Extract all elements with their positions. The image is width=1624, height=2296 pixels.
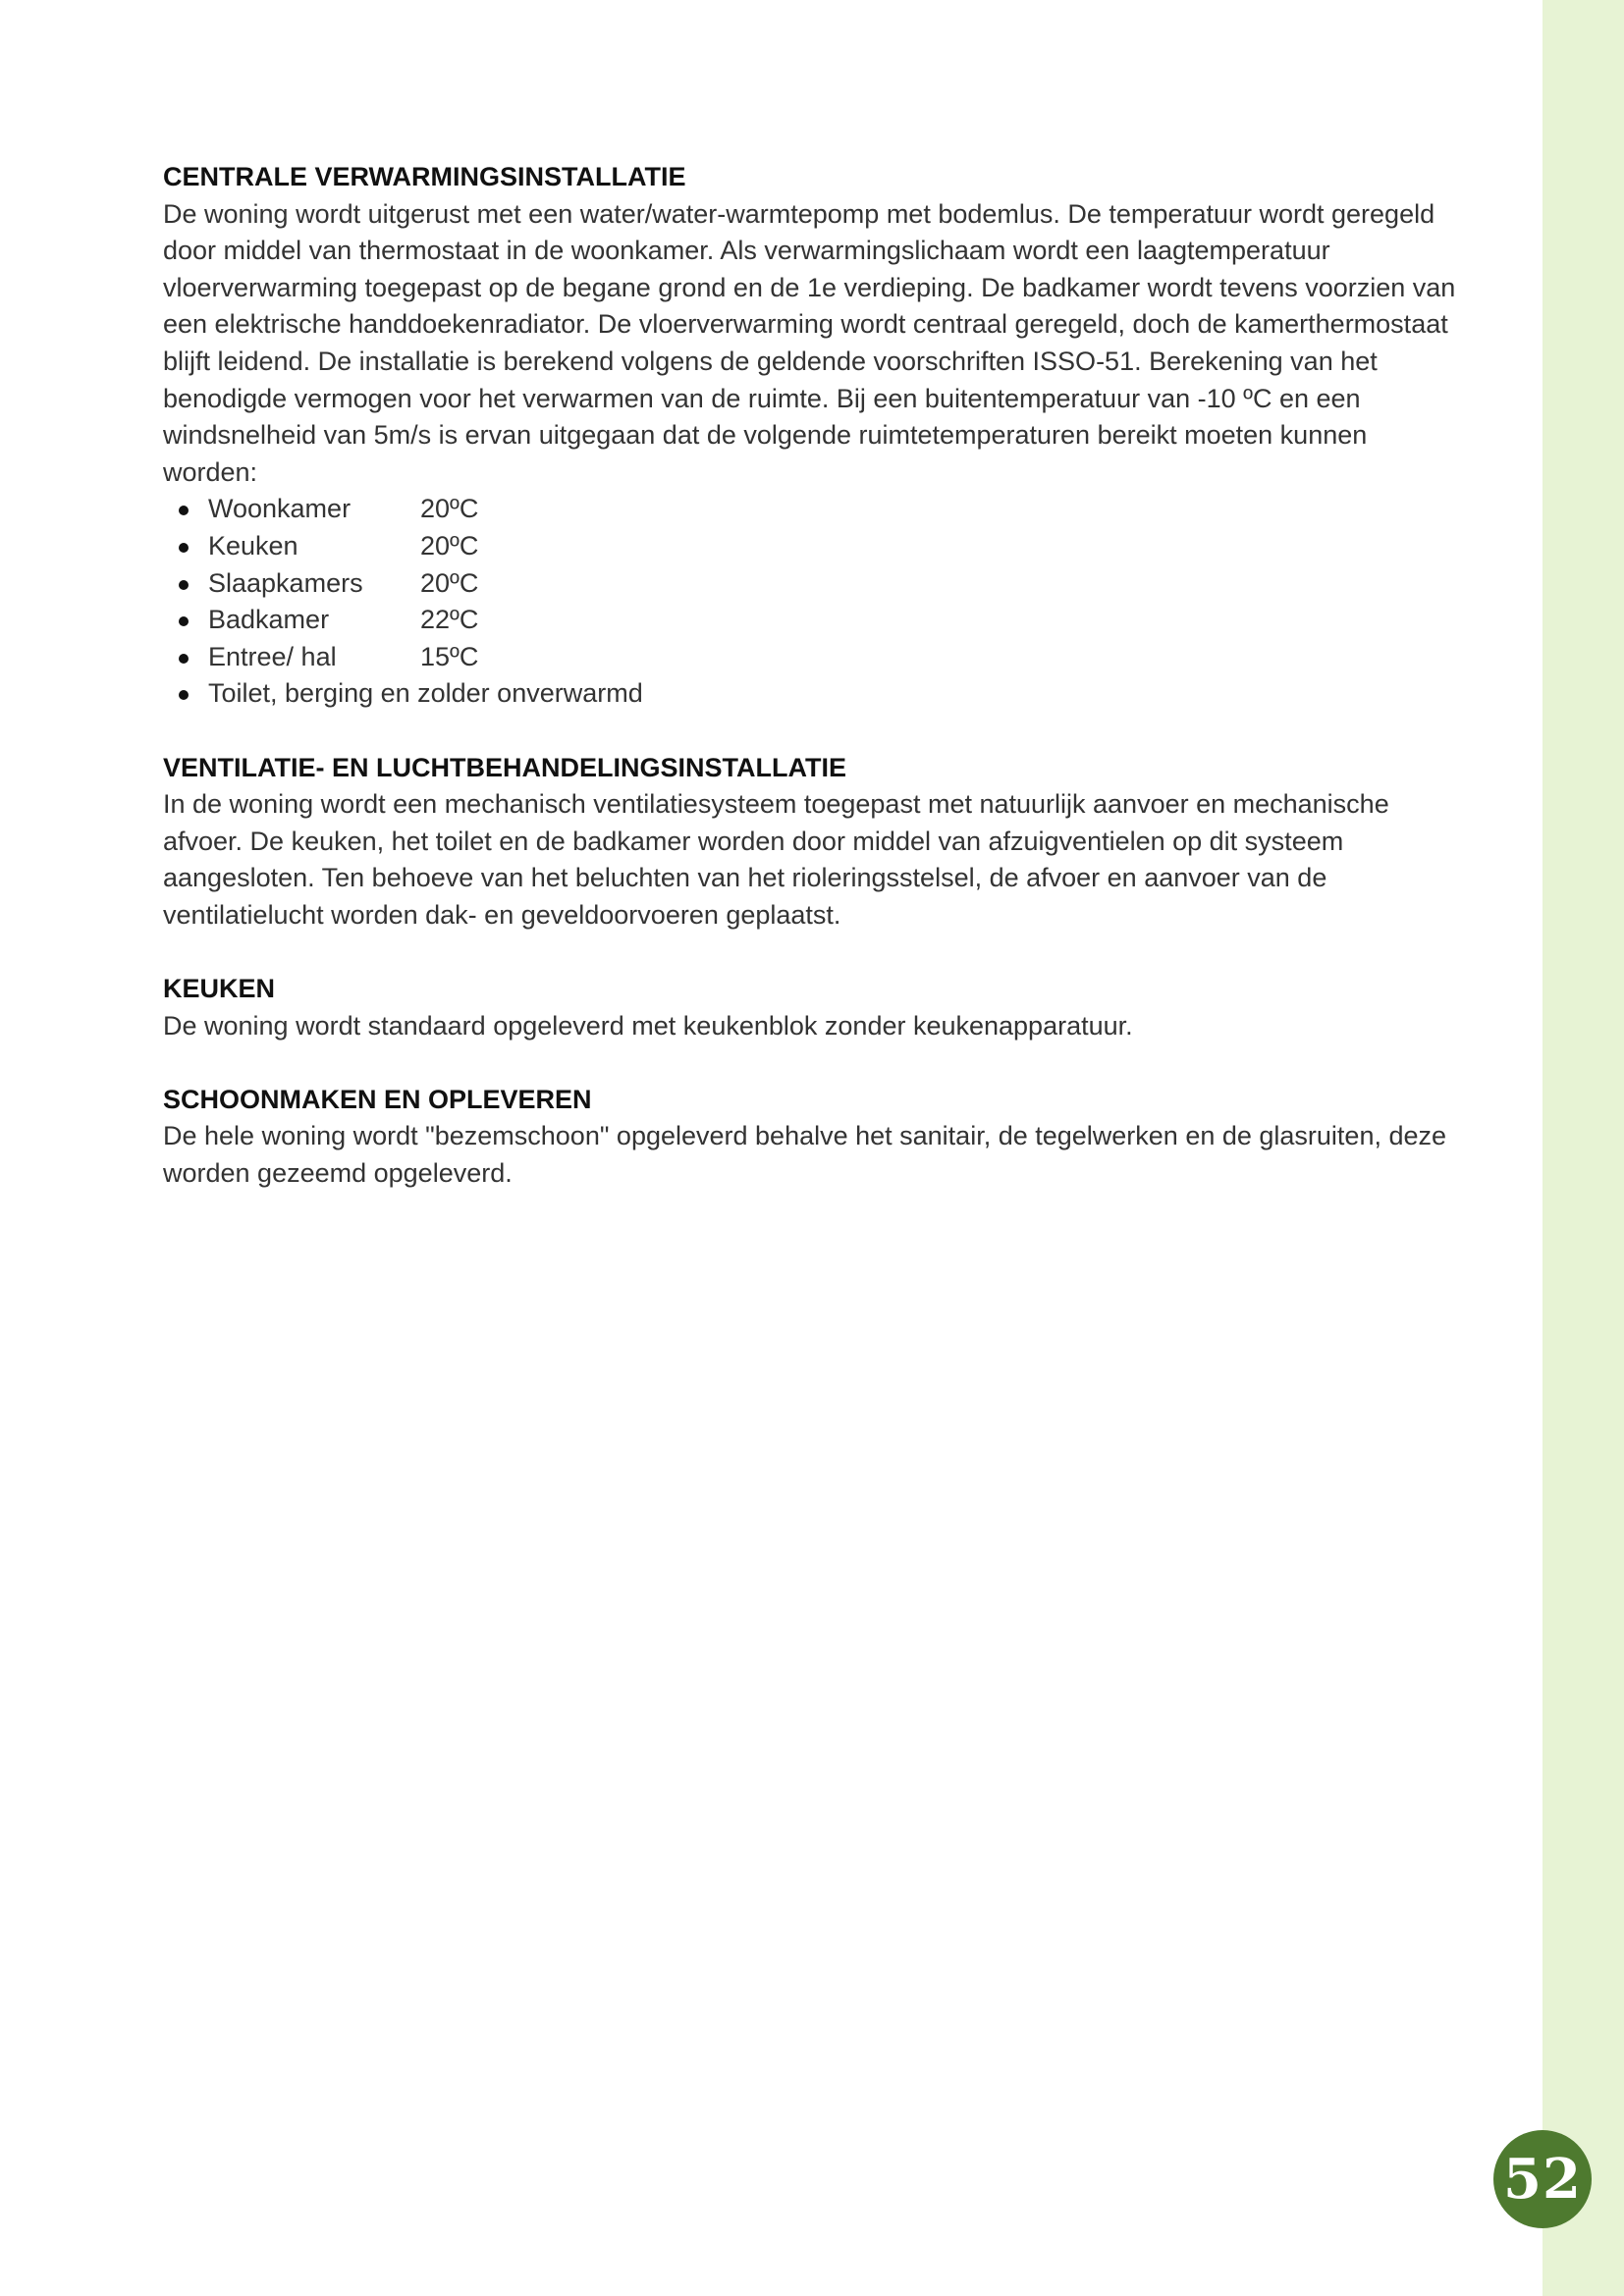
room-name: Toilet, berging en zolder onverwarmd <box>208 678 643 709</box>
page-number: 52 <box>1503 2147 1582 2212</box>
list-item <box>208 675 1459 713</box>
section-heading: SCHOONMAKEN EN OPLEVEREN <box>163 1084 592 1114</box>
section-paragraph: De woning wordt standaard opgeleverd met keukenblok zonder keukenapparatuur. <box>163 1010 1133 1041</box>
room-name: Woonkamer <box>208 494 352 524</box>
room-name: Keuken <box>208 530 298 561</box>
room-name: Entree/ hal <box>208 641 337 671</box>
page-number-badge <box>1493 2130 1592 2228</box>
section-kitchen <box>163 971 1459 1044</box>
section-paragraph: De woning wordt uitgerust met een water/water-warmtepomp met bodemlus. De temperatuur wordt geregeld door middel van thermostaat in de woonkamer. Als verwarmingslichaam wordt een laagtemperatuur vloerverwarming toegepast op de begane grond en de 1e verdieping. De badkamer wordt tevens voorzien van een elektrische handdoekenradiator. De vloerverwarming wordt centraal geregeld, doch de kamerthermostaat blijft leidend. De installatie is berekend volgens de geldende voorschriften ISSO-51. Berekening van het benodigde vermogen voor het verwarmen van de ruimte. Bij een buitentemperatuur van -10 ºC en een windsnelheid van 5m/s is ervan uitgegaan dat de volgende ruimtetemperaturen bereikt moeten kunnen worden: <box>163 198 1456 487</box>
room-temperature: 20ºC <box>420 494 479 524</box>
section-paragraph: De hele woning wordt "bezemschoon" opgeleverd behalve het sanitair, de tegelwerken en de glasruiten, deze worden gezeemd opgeleverd. <box>163 1121 1447 1189</box>
section-central-heating <box>163 159 1459 713</box>
section-ventilation <box>163 750 1459 934</box>
section-heading: VENTILATIE- EN LUCHTBEHANDELINGSINSTALLATIE <box>163 752 846 782</box>
section-cleaning <box>163 1082 1459 1193</box>
room-name: Slaapkamers <box>208 567 363 598</box>
page-content <box>163 159 1459 1229</box>
section-heading: CENTRALE VERWARMINGSINSTALLATIE <box>163 162 686 191</box>
list-item <box>208 491 1459 528</box>
section-heading: KEUKEN <box>163 974 276 1004</box>
room-temperature: 20ºC <box>420 567 479 598</box>
list-item <box>208 602 1459 639</box>
room-temperature: 22ºC <box>420 605 479 635</box>
room-temperature: 20ºC <box>420 530 479 561</box>
list-item <box>208 565 1459 603</box>
room-name: Badkamer <box>208 605 330 635</box>
section-paragraph: In de woning wordt een mechanisch ventilatiesysteem toegepast met natuurlijk aanvoer en mechanische afvoer. De keuken, het toilet en de badkamer worden door middel van afzuigventielen op dit systeem aangesloten. Ten behoeve van het beluchten van het rioleringsstelsel, de afvoer en aanvoer van de ventilatielucht worden dak- en geveldoorvoeren geplaatst. <box>163 789 1389 930</box>
side-band-decoration <box>1543 0 1624 2296</box>
room-temperature: 15ºC <box>420 641 479 671</box>
list-item <box>208 639 1459 676</box>
room-temperature-list <box>163 491 1459 713</box>
list-item <box>208 528 1459 565</box>
